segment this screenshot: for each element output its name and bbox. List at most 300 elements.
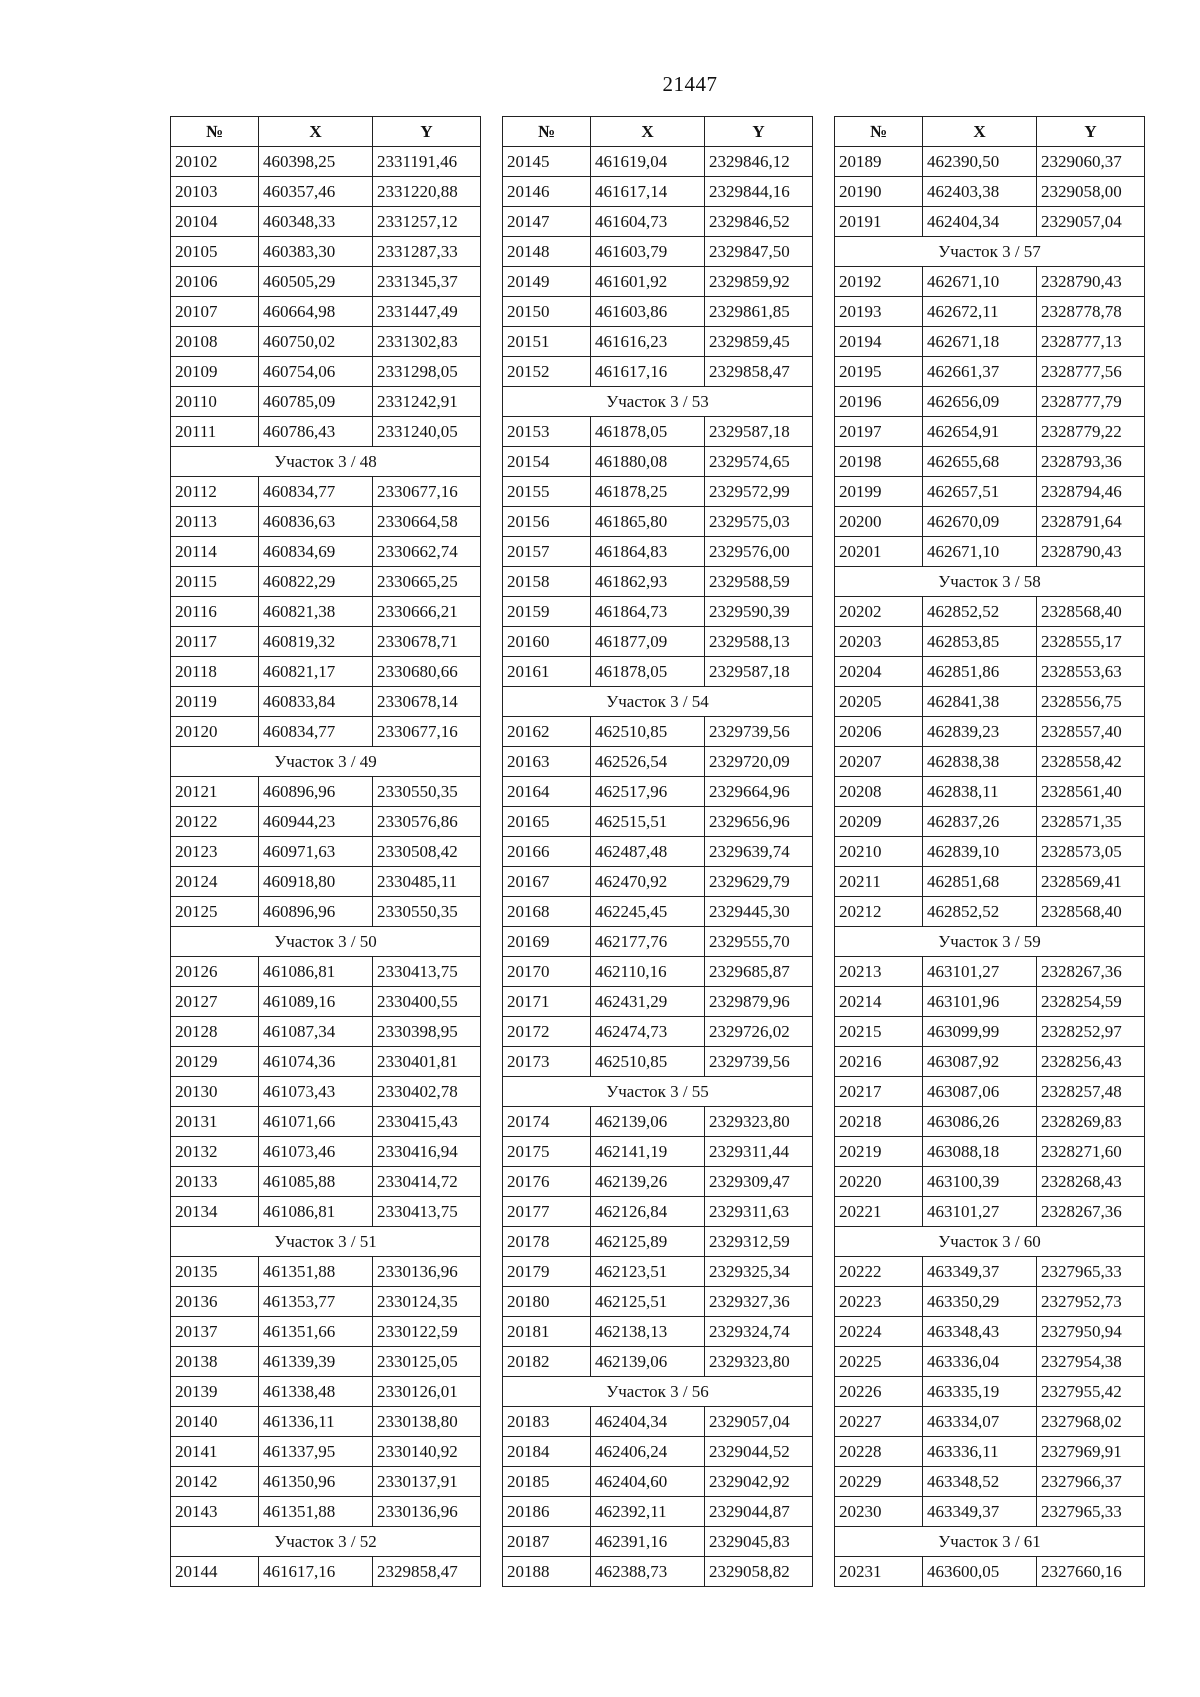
x-coordinate-cell: 463600,05 <box>923 1557 1037 1587</box>
y-coordinate-cell: 2329312,59 <box>705 1227 813 1257</box>
x-coordinate-cell: 460505,29 <box>259 267 373 297</box>
x-coordinate-cell: 462671,10 <box>923 537 1037 567</box>
section-row <box>835 927 1145 957</box>
table-row <box>503 597 813 627</box>
table-row <box>503 147 813 177</box>
x-coordinate-cell: 462515,51 <box>591 807 705 837</box>
section-title: Участок 3 / 59 <box>835 927 1145 957</box>
x-coordinate-cell: 462141,19 <box>591 1137 705 1167</box>
x-coordinate-cell: 462404,34 <box>591 1407 705 1437</box>
table-row <box>171 1047 481 1077</box>
x-coordinate-cell: 462851,68 <box>923 867 1037 897</box>
y-coordinate-cell: 2329664,96 <box>705 777 813 807</box>
y-coordinate-cell: 2330414,72 <box>373 1167 481 1197</box>
y-coordinate-cell: 2331298,05 <box>373 357 481 387</box>
y-coordinate-cell: 2329572,99 <box>705 477 813 507</box>
table-row <box>835 1497 1145 1527</box>
point-number-cell: 20225 <box>835 1347 923 1377</box>
y-coordinate-cell: 2330126,01 <box>373 1377 481 1407</box>
x-coordinate-cell: 461350,96 <box>259 1467 373 1497</box>
point-number-cell: 20202 <box>835 597 923 627</box>
y-coordinate-cell: 2330550,35 <box>373 777 481 807</box>
section-title: Участок 3 / 57 <box>835 237 1145 267</box>
x-coordinate-cell: 461353,77 <box>259 1287 373 1317</box>
y-coordinate-cell: 2327965,33 <box>1037 1257 1145 1287</box>
x-coordinate-cell: 462431,29 <box>591 987 705 1017</box>
section-title: Участок 3 / 52 <box>171 1527 481 1557</box>
y-coordinate-cell: 2328558,42 <box>1037 747 1145 777</box>
x-coordinate-cell: 460834,77 <box>259 477 373 507</box>
point-number-cell: 20193 <box>835 297 923 327</box>
table-row <box>503 867 813 897</box>
table-row <box>171 657 481 687</box>
table-row <box>503 1557 813 1587</box>
y-coordinate-cell: 2331257,12 <box>373 207 481 237</box>
table-row <box>171 537 481 567</box>
table-row <box>835 597 1145 627</box>
table-row <box>171 267 481 297</box>
point-number-cell: 20107 <box>171 297 259 327</box>
table-row <box>171 807 481 837</box>
point-number-cell: 20160 <box>503 627 591 657</box>
table-row <box>171 357 481 387</box>
x-coordinate-cell: 460398,25 <box>259 147 373 177</box>
table-row <box>503 927 813 957</box>
y-coordinate-cell: 2328571,35 <box>1037 807 1145 837</box>
point-number-cell: 20166 <box>503 837 591 867</box>
table-row <box>835 1107 1145 1137</box>
x-coordinate-cell: 461087,34 <box>259 1017 373 1047</box>
point-number-cell: 20124 <box>171 867 259 897</box>
x-coordinate-cell: 461617,16 <box>259 1557 373 1587</box>
table-row <box>835 177 1145 207</box>
x-coordinate-cell: 462474,73 <box>591 1017 705 1047</box>
header-y: Y <box>1037 117 1145 147</box>
x-coordinate-cell: 462841,38 <box>923 687 1037 717</box>
point-number-cell: 20123 <box>171 837 259 867</box>
y-coordinate-cell: 2327954,38 <box>1037 1347 1145 1377</box>
x-coordinate-cell: 460834,69 <box>259 537 373 567</box>
y-coordinate-cell: 2330677,16 <box>373 717 481 747</box>
point-number-cell: 20145 <box>503 147 591 177</box>
y-coordinate-cell: 2329327,36 <box>705 1287 813 1317</box>
x-coordinate-cell: 462392,11 <box>591 1497 705 1527</box>
y-coordinate-cell: 2329846,52 <box>705 207 813 237</box>
table-row <box>835 1137 1145 1167</box>
y-coordinate-cell: 2330124,35 <box>373 1287 481 1317</box>
table-row <box>171 387 481 417</box>
point-number-cell: 20161 <box>503 657 591 687</box>
table-row <box>171 627 481 657</box>
table-row <box>171 1557 481 1587</box>
coordinates-table-right <box>834 116 1145 1587</box>
y-coordinate-cell: 2329858,47 <box>705 357 813 387</box>
y-coordinate-cell: 2329575,03 <box>705 507 813 537</box>
x-coordinate-cell: 461337,95 <box>259 1437 373 1467</box>
table-row <box>171 987 481 1017</box>
y-coordinate-cell: 2331191,46 <box>373 147 481 177</box>
x-coordinate-cell: 462851,86 <box>923 657 1037 687</box>
x-coordinate-cell: 462526,54 <box>591 747 705 777</box>
x-coordinate-cell: 462654,91 <box>923 417 1037 447</box>
y-coordinate-cell: 2329324,74 <box>705 1317 813 1347</box>
point-number-cell: 20111 <box>171 417 259 447</box>
x-coordinate-cell: 461603,79 <box>591 237 705 267</box>
point-number-cell: 20171 <box>503 987 591 1017</box>
table-row <box>835 447 1145 477</box>
point-number-cell: 20150 <box>503 297 591 327</box>
point-number-cell: 20102 <box>171 147 259 177</box>
x-coordinate-cell: 461339,39 <box>259 1347 373 1377</box>
section-row <box>171 747 481 777</box>
table-row <box>171 717 481 747</box>
y-coordinate-cell: 2329045,83 <box>705 1527 813 1557</box>
x-coordinate-cell: 462517,96 <box>591 777 705 807</box>
x-coordinate-cell: 463349,37 <box>923 1497 1037 1527</box>
x-coordinate-cell: 462510,85 <box>591 717 705 747</box>
x-coordinate-cell: 461071,66 <box>259 1107 373 1137</box>
y-coordinate-cell: 2329323,80 <box>705 1107 813 1137</box>
x-coordinate-cell: 462671,18 <box>923 327 1037 357</box>
y-coordinate-cell: 2327952,73 <box>1037 1287 1145 1317</box>
point-number-cell: 20224 <box>835 1317 923 1347</box>
table-row <box>171 207 481 237</box>
point-number-cell: 20186 <box>503 1497 591 1527</box>
point-number-cell: 20189 <box>835 147 923 177</box>
point-number-cell: 20222 <box>835 1257 923 1287</box>
y-coordinate-cell: 2330508,42 <box>373 837 481 867</box>
y-coordinate-cell: 2329058,00 <box>1037 177 1145 207</box>
header-y: Y <box>373 117 481 147</box>
point-number-cell: 20120 <box>171 717 259 747</box>
point-number-cell: 20180 <box>503 1287 591 1317</box>
y-coordinate-cell: 2328779,22 <box>1037 417 1145 447</box>
table-row <box>171 1167 481 1197</box>
point-number-cell: 20152 <box>503 357 591 387</box>
y-coordinate-cell: 2331345,37 <box>373 267 481 297</box>
header-x: X <box>923 117 1037 147</box>
y-coordinate-cell: 2330401,81 <box>373 1047 481 1077</box>
point-number-cell: 20103 <box>171 177 259 207</box>
point-number-cell: 20134 <box>171 1197 259 1227</box>
x-coordinate-cell: 462110,16 <box>591 957 705 987</box>
table-row <box>503 987 813 1017</box>
point-number-cell: 20219 <box>835 1137 923 1167</box>
table-row <box>503 897 813 927</box>
y-coordinate-cell: 2328794,46 <box>1037 477 1145 507</box>
table-row <box>835 207 1145 237</box>
point-number-cell: 20209 <box>835 807 923 837</box>
table-row <box>835 777 1145 807</box>
y-coordinate-cell: 2328267,36 <box>1037 1197 1145 1227</box>
page-number: 21447 <box>662 72 718 96</box>
x-coordinate-cell: 461073,43 <box>259 1077 373 1107</box>
section-title: Участок 3 / 54 <box>503 687 813 717</box>
x-coordinate-cell: 462388,73 <box>591 1557 705 1587</box>
point-number-cell: 20174 <box>503 1107 591 1137</box>
section-title: Участок 3 / 49 <box>171 747 481 777</box>
x-coordinate-cell: 461617,16 <box>591 357 705 387</box>
y-coordinate-cell: 2328777,56 <box>1037 357 1145 387</box>
point-number-cell: 20119 <box>171 687 259 717</box>
y-coordinate-cell: 2328561,40 <box>1037 777 1145 807</box>
table-row <box>503 1497 813 1527</box>
y-coordinate-cell: 2328256,43 <box>1037 1047 1145 1077</box>
x-coordinate-cell: 462391,16 <box>591 1527 705 1557</box>
section-title: Участок 3 / 61 <box>835 1527 1145 1557</box>
y-coordinate-cell: 2328568,40 <box>1037 897 1145 927</box>
point-number-cell: 20159 <box>503 597 591 627</box>
point-number-cell: 20207 <box>835 747 923 777</box>
table-row <box>835 417 1145 447</box>
point-number-cell: 20210 <box>835 837 923 867</box>
x-coordinate-cell: 462138,13 <box>591 1317 705 1347</box>
point-number-cell: 20175 <box>503 1137 591 1167</box>
section-row <box>835 1527 1145 1557</box>
coordinates-table-left <box>170 116 481 1587</box>
table-header-row <box>835 117 1145 147</box>
x-coordinate-cell: 460836,63 <box>259 507 373 537</box>
point-number-cell: 20162 <box>503 717 591 747</box>
x-coordinate-cell: 461617,14 <box>591 177 705 207</box>
x-coordinate-cell: 460383,30 <box>259 237 373 267</box>
x-coordinate-cell: 463334,07 <box>923 1407 1037 1437</box>
y-coordinate-cell: 2328553,63 <box>1037 657 1145 687</box>
x-coordinate-cell: 462125,89 <box>591 1227 705 1257</box>
y-coordinate-cell: 2327966,37 <box>1037 1467 1145 1497</box>
table-row <box>835 867 1145 897</box>
y-coordinate-cell: 2328555,17 <box>1037 627 1145 657</box>
x-coordinate-cell: 460896,96 <box>259 897 373 927</box>
table-row <box>171 1107 481 1137</box>
x-coordinate-cell: 461880,08 <box>591 447 705 477</box>
y-coordinate-cell: 2329739,56 <box>705 717 813 747</box>
y-coordinate-cell: 2329309,47 <box>705 1167 813 1197</box>
y-coordinate-cell: 2329629,79 <box>705 867 813 897</box>
table-row <box>503 477 813 507</box>
y-coordinate-cell: 2328777,79 <box>1037 387 1145 417</box>
point-number-cell: 20164 <box>503 777 591 807</box>
table-row <box>835 1167 1145 1197</box>
table-row <box>503 1317 813 1347</box>
point-number-cell: 20117 <box>171 627 259 657</box>
x-coordinate-cell: 462470,92 <box>591 867 705 897</box>
table-row <box>171 1017 481 1047</box>
y-coordinate-cell: 2328271,60 <box>1037 1137 1145 1167</box>
point-number-cell: 20208 <box>835 777 923 807</box>
y-coordinate-cell: 2329587,18 <box>705 417 813 447</box>
y-coordinate-cell: 2330416,94 <box>373 1137 481 1167</box>
table-row <box>835 1467 1145 1497</box>
point-number-cell: 20185 <box>503 1467 591 1497</box>
y-coordinate-cell: 2330413,75 <box>373 1197 481 1227</box>
y-coordinate-cell: 2328268,43 <box>1037 1167 1145 1197</box>
section-title: Участок 3 / 48 <box>171 447 481 477</box>
header-number: № <box>835 117 923 147</box>
point-number-cell: 20127 <box>171 987 259 1017</box>
point-number-cell: 20143 <box>171 1497 259 1527</box>
table-row <box>503 1287 813 1317</box>
table-row <box>835 657 1145 687</box>
y-coordinate-cell: 2328790,43 <box>1037 267 1145 297</box>
y-coordinate-cell: 2328252,97 <box>1037 1017 1145 1047</box>
table-row <box>503 507 813 537</box>
y-coordinate-cell: 2330136,96 <box>373 1257 481 1287</box>
table-row <box>503 267 813 297</box>
point-number-cell: 20129 <box>171 1047 259 1077</box>
x-coordinate-cell: 462126,84 <box>591 1197 705 1227</box>
table-row <box>503 1527 813 1557</box>
y-coordinate-cell: 2329685,87 <box>705 957 813 987</box>
table-row <box>835 1197 1145 1227</box>
y-coordinate-cell: 2330662,74 <box>373 537 481 567</box>
table-row <box>503 627 813 657</box>
x-coordinate-cell: 461862,93 <box>591 567 705 597</box>
table-row <box>835 717 1145 747</box>
table-row <box>503 237 813 267</box>
point-number-cell: 20194 <box>835 327 923 357</box>
point-number-cell: 20118 <box>171 657 259 687</box>
y-coordinate-cell: 2329656,96 <box>705 807 813 837</box>
table-row <box>835 537 1145 567</box>
point-number-cell: 20191 <box>835 207 923 237</box>
table-row <box>171 897 481 927</box>
x-coordinate-cell: 461878,05 <box>591 657 705 687</box>
x-coordinate-cell: 463349,37 <box>923 1257 1037 1287</box>
point-number-cell: 20113 <box>171 507 259 537</box>
table-row <box>171 687 481 717</box>
point-number-cell: 20165 <box>503 807 591 837</box>
point-number-cell: 20173 <box>503 1047 591 1077</box>
table-row <box>503 417 813 447</box>
point-number-cell: 20157 <box>503 537 591 567</box>
x-coordinate-cell: 462510,85 <box>591 1047 705 1077</box>
point-number-cell: 20172 <box>503 1017 591 1047</box>
point-number-cell: 20178 <box>503 1227 591 1257</box>
x-coordinate-cell: 462670,09 <box>923 507 1037 537</box>
point-number-cell: 20212 <box>835 897 923 927</box>
point-number-cell: 20230 <box>835 1497 923 1527</box>
table-row <box>835 687 1145 717</box>
y-coordinate-cell: 2330550,35 <box>373 897 481 927</box>
x-coordinate-cell: 460944,23 <box>259 807 373 837</box>
y-coordinate-cell: 2329739,56 <box>705 1047 813 1077</box>
x-coordinate-cell: 461864,73 <box>591 597 705 627</box>
y-coordinate-cell: 2329576,00 <box>705 537 813 567</box>
y-coordinate-cell: 2329323,80 <box>705 1347 813 1377</box>
x-coordinate-cell: 460821,38 <box>259 597 373 627</box>
point-number-cell: 20184 <box>503 1437 591 1467</box>
table-row <box>503 1437 813 1467</box>
point-number-cell: 20195 <box>835 357 923 387</box>
y-coordinate-cell: 2329057,04 <box>1037 207 1145 237</box>
y-coordinate-cell: 2329846,12 <box>705 147 813 177</box>
table-row <box>503 357 813 387</box>
table-row <box>171 1437 481 1467</box>
table-row <box>171 147 481 177</box>
x-coordinate-cell: 463101,27 <box>923 1197 1037 1227</box>
y-coordinate-cell: 2330125,05 <box>373 1347 481 1377</box>
x-coordinate-cell: 462390,50 <box>923 147 1037 177</box>
header-number: № <box>503 117 591 147</box>
table-row <box>835 1317 1145 1347</box>
y-coordinate-cell: 2328777,13 <box>1037 327 1145 357</box>
point-number-cell: 20128 <box>171 1017 259 1047</box>
point-number-cell: 20116 <box>171 597 259 627</box>
point-number-cell: 20228 <box>835 1437 923 1467</box>
y-coordinate-cell: 2330666,21 <box>373 597 481 627</box>
y-coordinate-cell: 2330122,59 <box>373 1317 481 1347</box>
y-coordinate-cell: 2329726,02 <box>705 1017 813 1047</box>
table-row <box>503 747 813 777</box>
table-row <box>503 717 813 747</box>
point-number-cell: 20197 <box>835 417 923 447</box>
y-coordinate-cell: 2329042,92 <box>705 1467 813 1497</box>
y-coordinate-cell: 2330413,75 <box>373 957 481 987</box>
table-row <box>171 507 481 537</box>
x-coordinate-cell: 461086,81 <box>259 957 373 987</box>
table-row <box>835 327 1145 357</box>
table-row <box>503 327 813 357</box>
table-row <box>835 627 1145 657</box>
table-row <box>835 837 1145 867</box>
table-row <box>503 1407 813 1437</box>
table-row <box>835 357 1145 387</box>
point-number-cell: 20154 <box>503 447 591 477</box>
y-coordinate-cell: 2329574,65 <box>705 447 813 477</box>
table-row <box>171 1197 481 1227</box>
y-coordinate-cell: 2328793,36 <box>1037 447 1145 477</box>
y-coordinate-cell: 2329588,13 <box>705 627 813 657</box>
point-number-cell: 20183 <box>503 1407 591 1437</box>
point-number-cell: 20206 <box>835 717 923 747</box>
section-row <box>835 567 1145 597</box>
table-row <box>835 807 1145 837</box>
point-number-cell: 20226 <box>835 1377 923 1407</box>
point-number-cell: 20182 <box>503 1347 591 1377</box>
y-coordinate-cell: 2330138,80 <box>373 1407 481 1437</box>
x-coordinate-cell: 460833,84 <box>259 687 373 717</box>
x-coordinate-cell: 462123,51 <box>591 1257 705 1287</box>
table-row <box>171 957 481 987</box>
point-number-cell: 20141 <box>171 1437 259 1467</box>
x-coordinate-cell: 461336,11 <box>259 1407 373 1437</box>
point-number-cell: 20213 <box>835 957 923 987</box>
x-coordinate-cell: 460971,63 <box>259 837 373 867</box>
y-coordinate-cell: 2327950,94 <box>1037 1317 1145 1347</box>
table-row <box>503 177 813 207</box>
y-coordinate-cell: 2329060,37 <box>1037 147 1145 177</box>
y-coordinate-cell: 2330398,95 <box>373 1017 481 1047</box>
x-coordinate-cell: 461085,88 <box>259 1167 373 1197</box>
x-coordinate-cell: 460754,06 <box>259 357 373 387</box>
point-number-cell: 20198 <box>835 447 923 477</box>
x-coordinate-cell: 462839,23 <box>923 717 1037 747</box>
table-row <box>171 297 481 327</box>
x-coordinate-cell: 460357,46 <box>259 177 373 207</box>
point-number-cell: 20106 <box>171 267 259 297</box>
table-row <box>503 837 813 867</box>
section-row <box>835 237 1145 267</box>
y-coordinate-cell: 2329057,04 <box>705 1407 813 1437</box>
y-coordinate-cell: 2329858,47 <box>373 1557 481 1587</box>
section-title: Участок 3 / 60 <box>835 1227 1145 1257</box>
point-number-cell: 20220 <box>835 1167 923 1197</box>
point-number-cell: 20137 <box>171 1317 259 1347</box>
point-number-cell: 20214 <box>835 987 923 1017</box>
x-coordinate-cell: 461616,23 <box>591 327 705 357</box>
y-coordinate-cell: 2328254,59 <box>1037 987 1145 1017</box>
